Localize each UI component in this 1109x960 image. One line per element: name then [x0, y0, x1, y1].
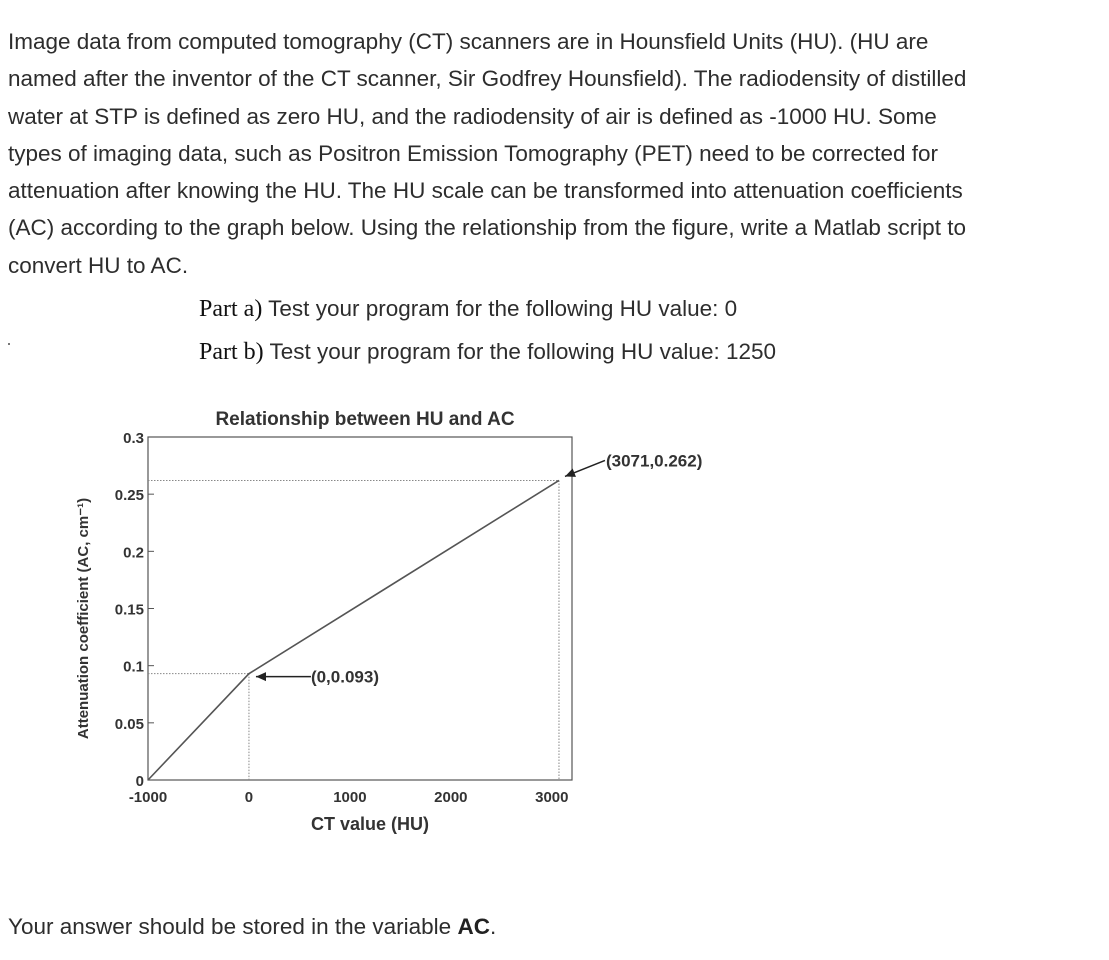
y-tick-label: 0.1	[123, 658, 144, 676]
y-tick-label: 0.2	[123, 544, 144, 562]
y-tick-label: 0.15	[114, 601, 144, 619]
x-tick-label: 1000	[333, 789, 367, 806]
part-a	[199, 296, 737, 323]
y-axis-label: Attenuation coefficient (AC, cm⁻¹)	[75, 497, 92, 740]
answer-variable: AC	[457, 914, 490, 939]
annotation-arrowhead	[256, 672, 266, 681]
answer-note	[8, 914, 496, 940]
answer-note-suffix: .	[489, 914, 497, 939]
y-tick-label: 0.3	[123, 430, 144, 447]
x-tick-label: 2000	[434, 789, 468, 806]
part-b-text: Test your program for the following HU value: 1250	[269, 339, 777, 364]
chart-title: Relationship between HU and AC	[215, 409, 515, 430]
problem-intro: Image data from computed tomography (CT) scanners are in Hounsfield Units (HU). (HU are named after the inventor of the CT scanner, Sir Godfrey Hounsfield). The radiodensity of distilled water at STP is defined as zero HU, and the radiodensity of air is defined as -1000 HU. Some types of imaging data, such as Positron Emission Tomography (PET) need to be corrected for attenuation after knowing the HU. The HU scale can be transformed into attenuation coefficients (AC) according to the graph below. Using the relationship from the figure, write a Matlab script to convert HU to AC.	[8, 29, 967, 278]
annotation-label-origin: (0,0.093)	[310, 667, 379, 687]
y-tick-label: 0.05	[114, 715, 144, 733]
plot-frame	[148, 437, 572, 780]
y-tick-label: 0.25	[114, 487, 144, 505]
hu-ac-chart	[60, 395, 780, 855]
x-tick-label: 3000	[535, 789, 569, 806]
answer-note-prefix: Your answer should be stored in the variable	[8, 914, 458, 939]
part-a-label: Part a)	[199, 296, 263, 322]
y-tick-label: 0	[135, 773, 144, 790]
x-tick-label: -1000	[128, 789, 168, 806]
x-tick-label: 0	[244, 789, 254, 806]
part-b-label: Part b)	[199, 339, 264, 365]
part-a-text: Test your program for the following HU value: 0	[268, 296, 738, 321]
x-axis-label: CT value (HU)	[310, 814, 430, 834]
stray-dot	[8, 343, 10, 345]
series-line	[148, 480, 559, 780]
part-b	[199, 339, 776, 366]
annotation-label-max: (3071,0.262)	[605, 451, 703, 471]
